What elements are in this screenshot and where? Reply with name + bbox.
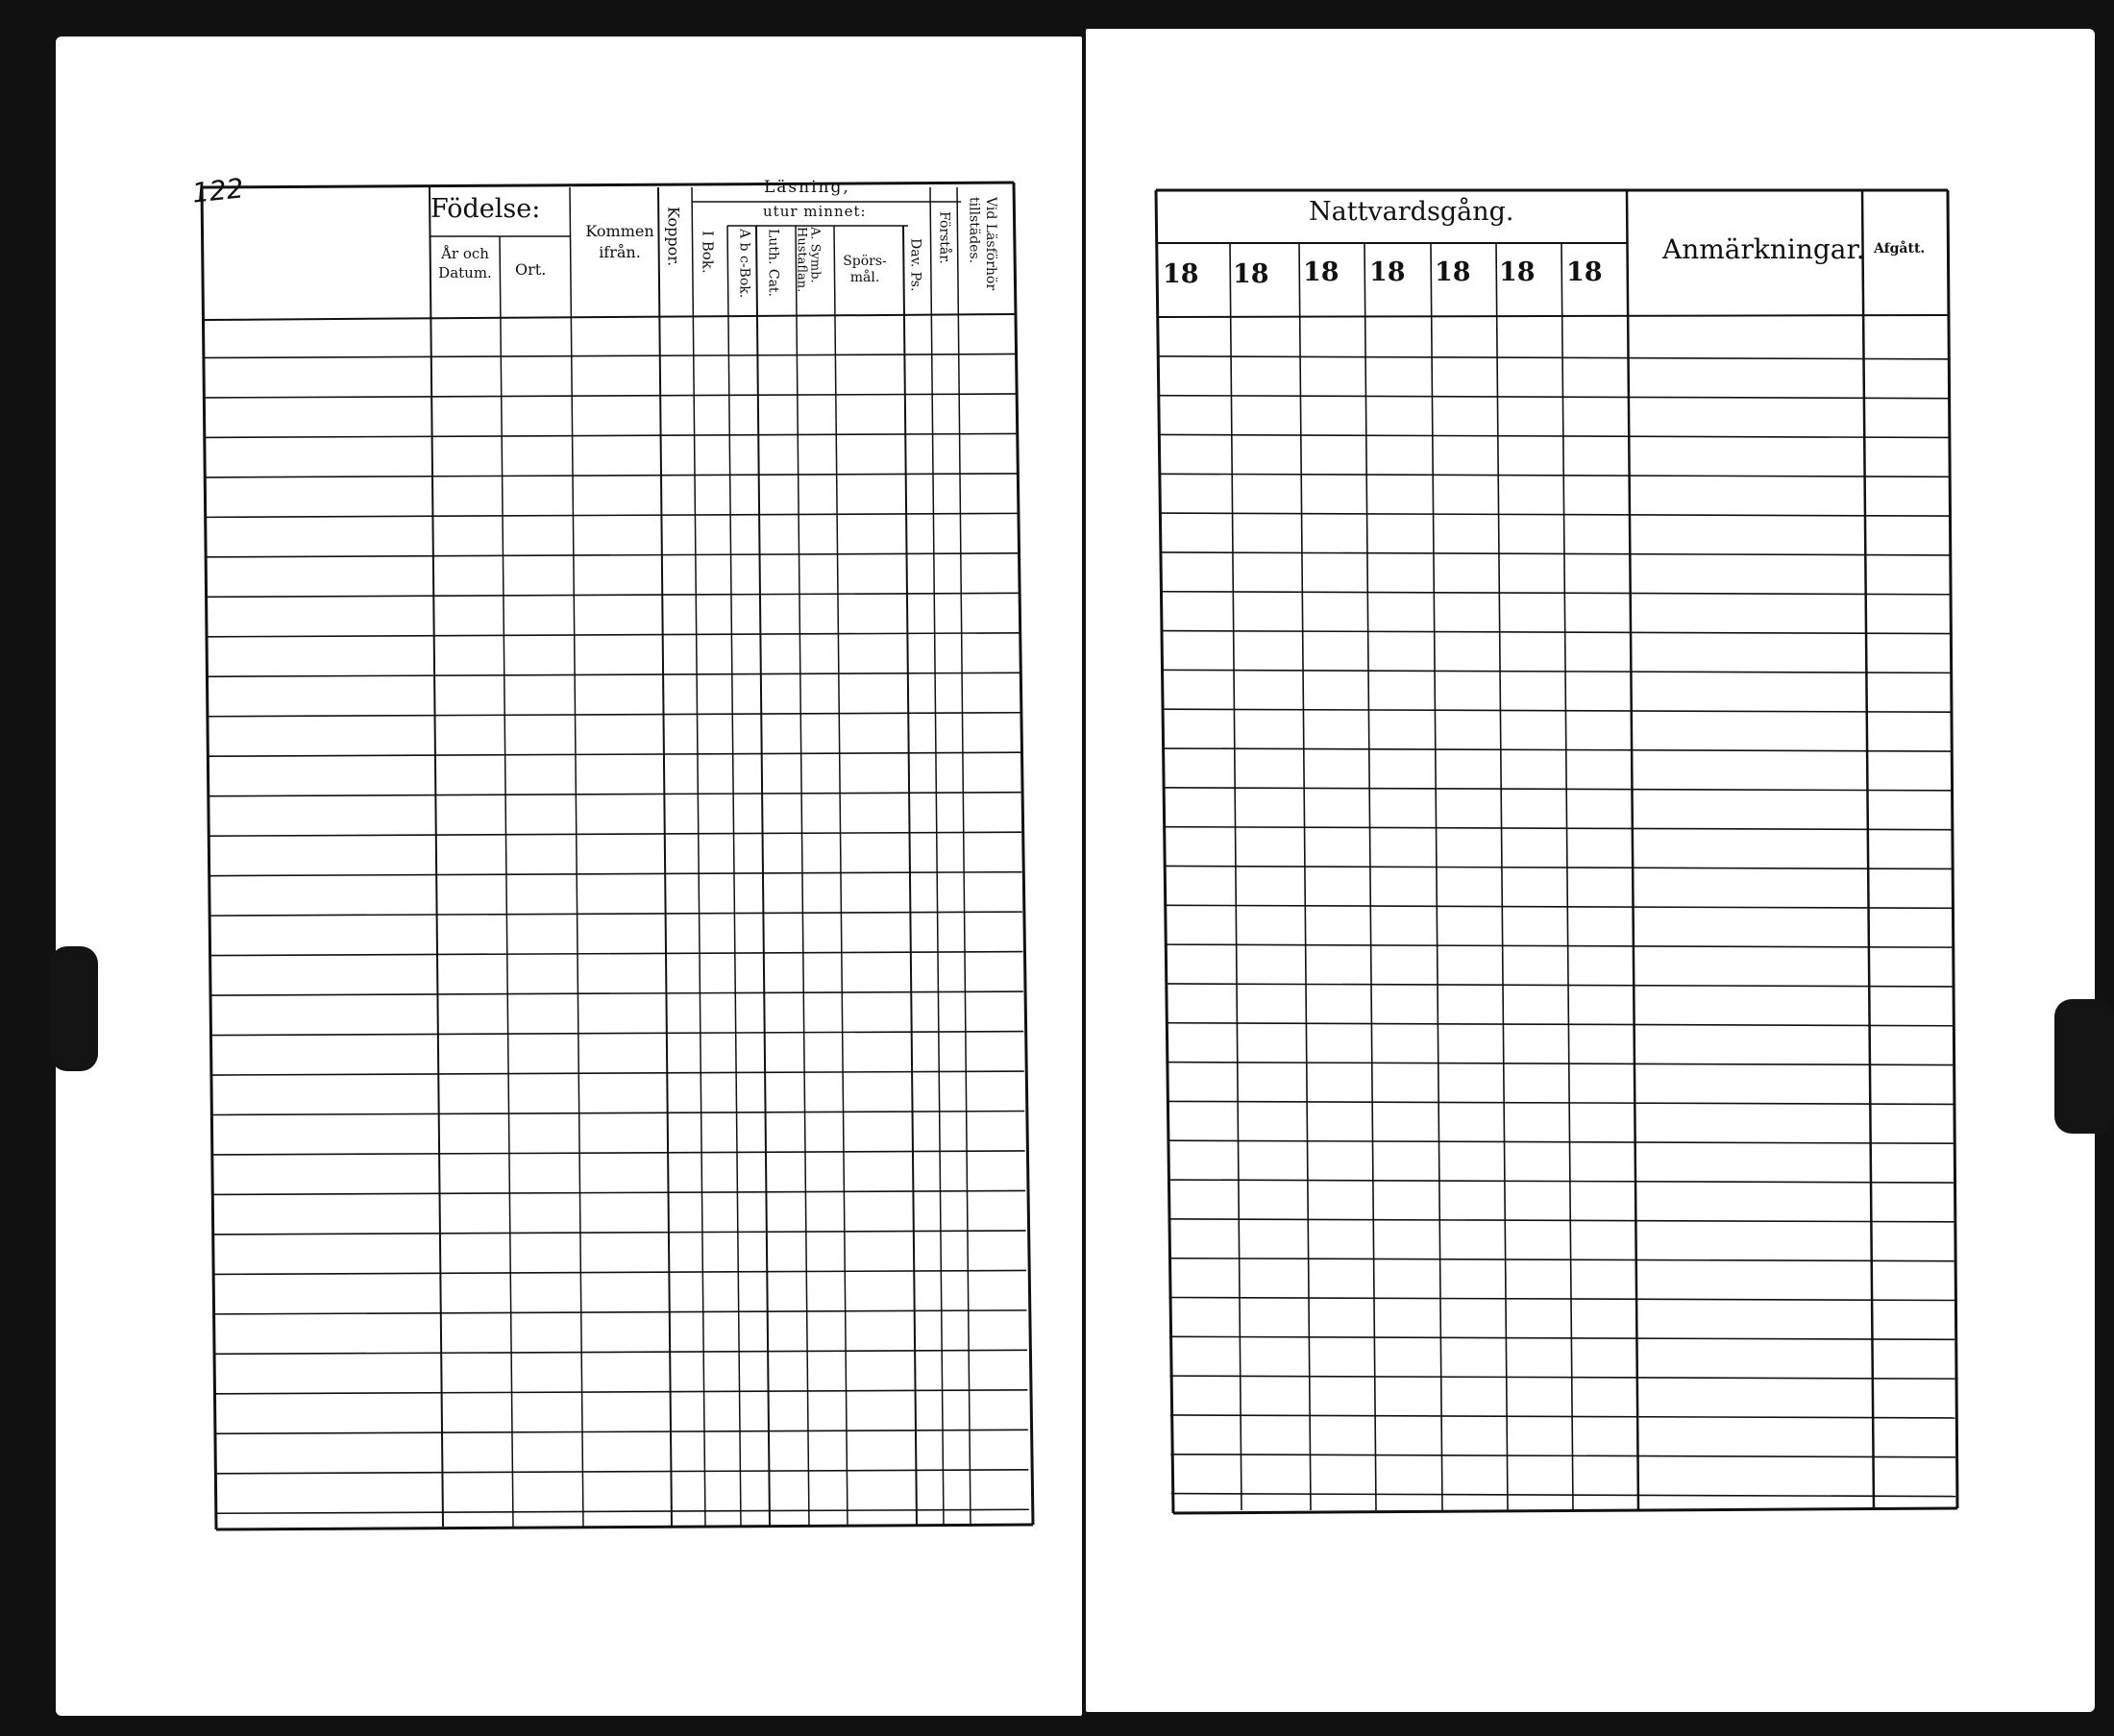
right-row-line — [1168, 1297, 1954, 1300]
header-i-bok: I Bok. — [699, 231, 717, 274]
left-row-line — [207, 593, 1019, 597]
page-number: 122 — [190, 172, 246, 209]
right-row-line — [1165, 944, 1952, 947]
left-row-line — [209, 793, 1021, 796]
right-column-line — [1299, 243, 1311, 1510]
left-row-line — [214, 1310, 1026, 1314]
year-column-2: 18 — [1233, 259, 1269, 289]
right-row-line — [1159, 396, 1949, 399]
left-row-line — [209, 832, 1021, 836]
right-row-line — [1165, 905, 1952, 908]
left-table-left-border — [202, 187, 216, 1529]
left-row-line — [211, 1032, 1023, 1036]
left-column-line — [692, 187, 705, 1527]
right-column-line — [1364, 243, 1376, 1510]
left-row-line — [205, 394, 1017, 398]
left-row-line — [209, 713, 1020, 717]
right-column-line — [1627, 190, 1638, 1510]
header-fodelse: Födelse: — [430, 194, 541, 224]
left-row-line — [205, 433, 1017, 437]
left-column-line — [756, 226, 770, 1527]
header-luth-cat: Luth. Cat. — [765, 229, 781, 297]
header-utur-minnet: utur minnet: — [763, 203, 867, 220]
right-row-line — [1166, 984, 1953, 987]
header-forstar: Förstår. — [936, 211, 952, 264]
right-row-line — [1161, 552, 1950, 555]
header-anmarkningar: Anmärkningar. — [1662, 233, 1865, 265]
right-table-right-border — [1948, 190, 1957, 1508]
left-column-line — [796, 226, 809, 1527]
right-row-line — [1168, 1140, 1954, 1143]
right-row-line — [1161, 592, 1950, 595]
right-row-line — [1167, 1063, 1954, 1065]
left-row-line — [206, 474, 1018, 477]
right-row-line — [1168, 1259, 1954, 1261]
left-row-line — [208, 672, 1020, 676]
year-column-3: 18 — [1303, 257, 1340, 287]
left-row-line — [215, 1350, 1027, 1354]
right-table-left-border — [1156, 190, 1173, 1513]
left-row-line — [207, 553, 1019, 557]
left-table-right-border — [1014, 183, 1033, 1525]
left-row-line — [215, 1390, 1027, 1394]
right-column-line — [1561, 243, 1573, 1510]
right-row-line — [1170, 1455, 1955, 1457]
right-column-line — [1862, 190, 1874, 1510]
right-row-line — [1169, 1376, 1954, 1379]
left-column-line — [930, 187, 944, 1527]
header-dav-ps: Dav. Ps. — [907, 238, 923, 292]
header-afgatt: Afgått. — [1874, 241, 1926, 257]
left-row-line — [210, 912, 1022, 916]
right-row-line — [1158, 356, 1948, 359]
header-abc-bok: A b c-Bok. — [736, 229, 752, 299]
right-row-line — [1162, 631, 1951, 634]
header-koppor: Koppor. — [664, 207, 683, 267]
left-row-line — [212, 1071, 1024, 1075]
right-column-line — [1496, 243, 1508, 1510]
left-row-line — [217, 1509, 1029, 1513]
left-row-line — [212, 1112, 1024, 1115]
left-column-line — [834, 226, 848, 1527]
left-row-line — [213, 1190, 1025, 1194]
left-column-line — [570, 187, 583, 1527]
year-column-4: 18 — [1369, 257, 1406, 287]
right-row-line — [1168, 1180, 1954, 1183]
header-kommen-ifran: Kommen ifrån. — [585, 222, 654, 262]
left-row-line — [210, 952, 1022, 956]
right-header-divider — [1158, 315, 1948, 317]
year-column-7: 18 — [1566, 257, 1603, 287]
right-row-line — [1163, 748, 1951, 751]
header-vid-lasforhor: Vid Läsförhör tillstädes. — [966, 197, 998, 291]
right-row-line — [1163, 709, 1951, 712]
right-row-line — [1166, 1023, 1953, 1026]
left-row-line — [206, 513, 1018, 517]
right-row-line — [1160, 513, 1949, 516]
left-column-line — [727, 226, 741, 1527]
right-table-bottom-border — [1173, 1508, 1957, 1513]
left-row-line — [214, 1270, 1026, 1274]
right-row-line — [1164, 866, 1951, 868]
left-row-line — [211, 991, 1023, 995]
left-column-line — [500, 236, 513, 1527]
right-row-line — [1169, 1336, 1954, 1339]
left-row-line — [216, 1470, 1028, 1474]
year-column-6: 18 — [1499, 257, 1536, 287]
right-row-line — [1159, 434, 1948, 437]
header-lasning: Läsning, — [764, 178, 850, 197]
left-column-line — [957, 187, 971, 1527]
right-row-line — [1164, 827, 1952, 830]
header-sporsmal: Spörs- mål. — [843, 254, 887, 285]
left-column-line — [658, 187, 672, 1527]
left-table-bottom-border — [216, 1525, 1033, 1529]
left-row-line — [209, 752, 1020, 756]
right-column-line — [1230, 243, 1241, 1510]
left-column-line — [430, 187, 443, 1527]
left-table-top-border — [202, 183, 1014, 187]
year-column-1: 18 — [1163, 259, 1199, 289]
header-ar-och-datum: År och Datum. — [438, 245, 492, 282]
left-row-line — [214, 1231, 1026, 1235]
left-row-line — [208, 633, 1020, 637]
header-nattvardsgang: Nattvardsgång. — [1309, 197, 1514, 227]
header-symb-hustaflan: A. Symb. Hustaflan. — [794, 227, 823, 293]
left-row-line — [216, 1430, 1028, 1433]
right-row-line — [1162, 670, 1950, 672]
year-column-5: 18 — [1435, 257, 1471, 287]
right-row-line — [1164, 788, 1952, 791]
left-row-line — [209, 872, 1021, 876]
left-row-line — [213, 1151, 1025, 1155]
left-header-divider — [204, 314, 1016, 320]
right-row-line — [1171, 1494, 1955, 1497]
left-row-line — [204, 354, 1016, 357]
right-row-line — [1167, 1101, 1953, 1104]
right-row-line — [1170, 1415, 1955, 1418]
right-row-line — [1160, 474, 1949, 477]
left-column-line — [903, 226, 917, 1527]
right-row-line — [1168, 1219, 1954, 1222]
header-ort: Ort. — [515, 260, 547, 279]
right-column-line — [1431, 243, 1442, 1510]
